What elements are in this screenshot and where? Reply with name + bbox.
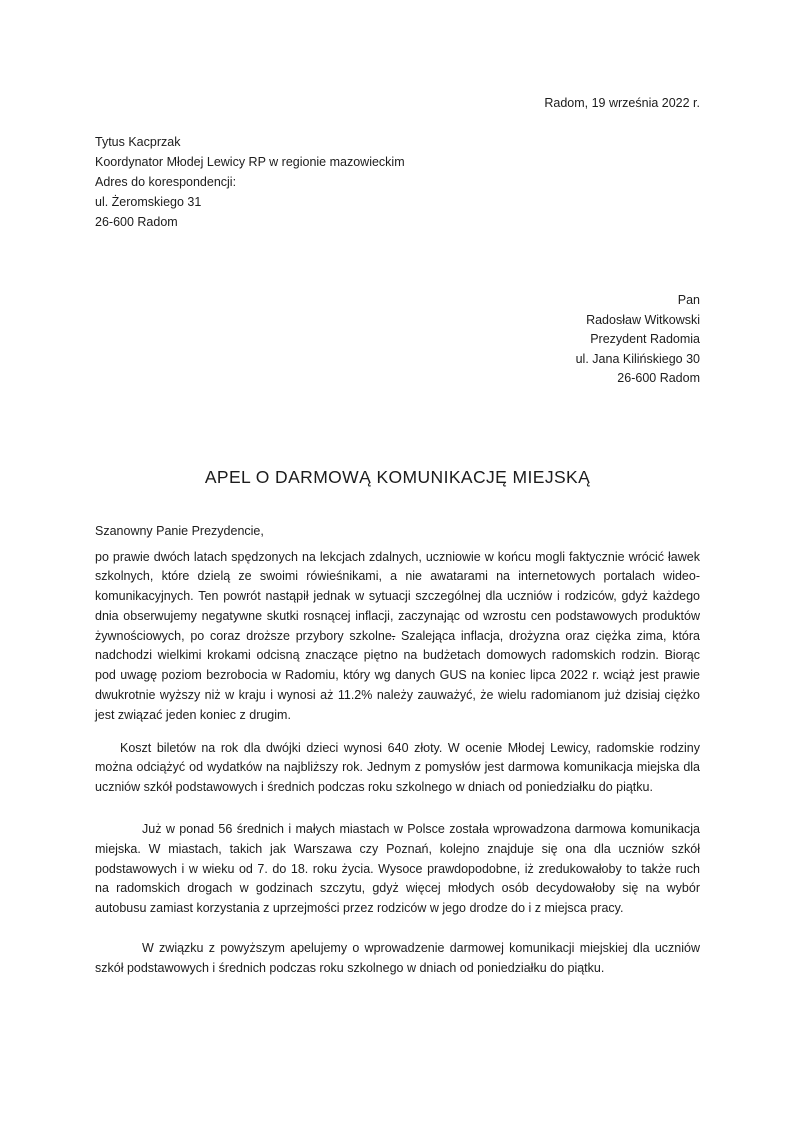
paragraph-1-text-before: po prawie dwóch latach spędzonych na lekcjach zdalnych, uczniowie w końcu mogli faktycznie wrócić ławek szkolnych, które dzielą ze swoimi rówieśnikami, a nie awatarami na internetowych portalach wideo-komunikacyjnych. Ten powrót nastąpił jednak w sytuacji szczególnej dla uczniów i rodziców, gdyż każdego dnia obserwujemy negatywne skutki rosnącej inflacji, zaczynając od wzrostu cen podstawowych produktów żywnościowych, po coraz droższe przybory szkolne (95, 549, 700, 643)
recipient-street: ul. Jana Kilińskiego 30 (575, 351, 700, 366)
sender-city: 26-600 Radom (95, 215, 178, 229)
letter-title: APEL O DARMOWĄ KOMUNIKACJĘ MIEJSKĄ (204, 466, 591, 487)
paragraph-4: W związku z powyższym apelujemy o wprowadzenie darmowej komunikacji miejskiej dla uczniów szkół podstawowych i średnich podczas roku szkolnego w dniach od poniedziałku do piątku. (95, 941, 700, 975)
struck-period: . (391, 628, 396, 643)
recipient-name: Radosław Witkowski (586, 312, 700, 327)
sender-address-label: Adres do korespondencji: (95, 175, 237, 189)
sender-role: Koordynator Młodej Lewicy RP w regionie mazowieckim (95, 155, 405, 169)
sender-street: ul. Żeromskiego 31 (95, 195, 202, 209)
sender-name: Tytus Kacprzak (95, 135, 181, 149)
recipient-honorific: Pan (677, 293, 700, 307)
date-line: Radom, 19 września 2022 r. (544, 96, 700, 110)
paragraph-1 (95, 548, 700, 726)
paragraph-1-text-after: Szalejąca inflacja, drożyzna oraz ciężka zima, która nadchodzi wielkimi krokami odcisną znaczące piętno na budżetach domowych radomskich rodzin. Biorąc pod uwagę poziom bezrobocia w Radomiu, który wg danych GUS na koniec lipca 2022 r. wciąż jest prawie dwukrotnie wyższy niż w kraju i wynosi aż 11.2% należy zauważyć, że wielu radomianom już dzisiaj ciężko jest związać jeden koniec z drugim. (95, 628, 700, 722)
recipient-city: 26-600 Radom (617, 371, 700, 385)
sender-block (95, 132, 700, 232)
recipient-title: Prezydent Radomia (590, 332, 700, 346)
recipient-block (95, 291, 700, 389)
paragraph-2: Koszt biletów na rok dla dwójki dzieci wynosi 640 złoty. W ocenie Młodej Lewicy, radomskie rodziny można odciążyć od wydatków na najbliższy rok. Jednym z pomysłów jest darmowa komunikacja miejska dla uczniów szkół podstawowych i średnich podczas roku szkolnego w dniach od poniedziałku do piątku. (95, 740, 700, 795)
paragraph-3: Już w ponad 56 średnich i małych miastach w Polsce została wprowadzona darmowa komunikacja miejska. W miastach, takich jak Warszawa czy Poznań, kolejno znajduje się ona dla uczniów szkół podstawowych i w wieku od 7. do 18. roku życia. Wysoce prawdopodobne, iż zredukowałoby to także ruch na radomskich drogach w godzinach szczytu, gdyż więcej młodych osób decydowałoby się na wybór autobusu zamiast korzystania z uprzejmości przez rodziców w jego drodze do i z miejsca pracy. (95, 822, 700, 916)
greeting-line: Szanowny Panie Prezydencie, (95, 523, 264, 538)
